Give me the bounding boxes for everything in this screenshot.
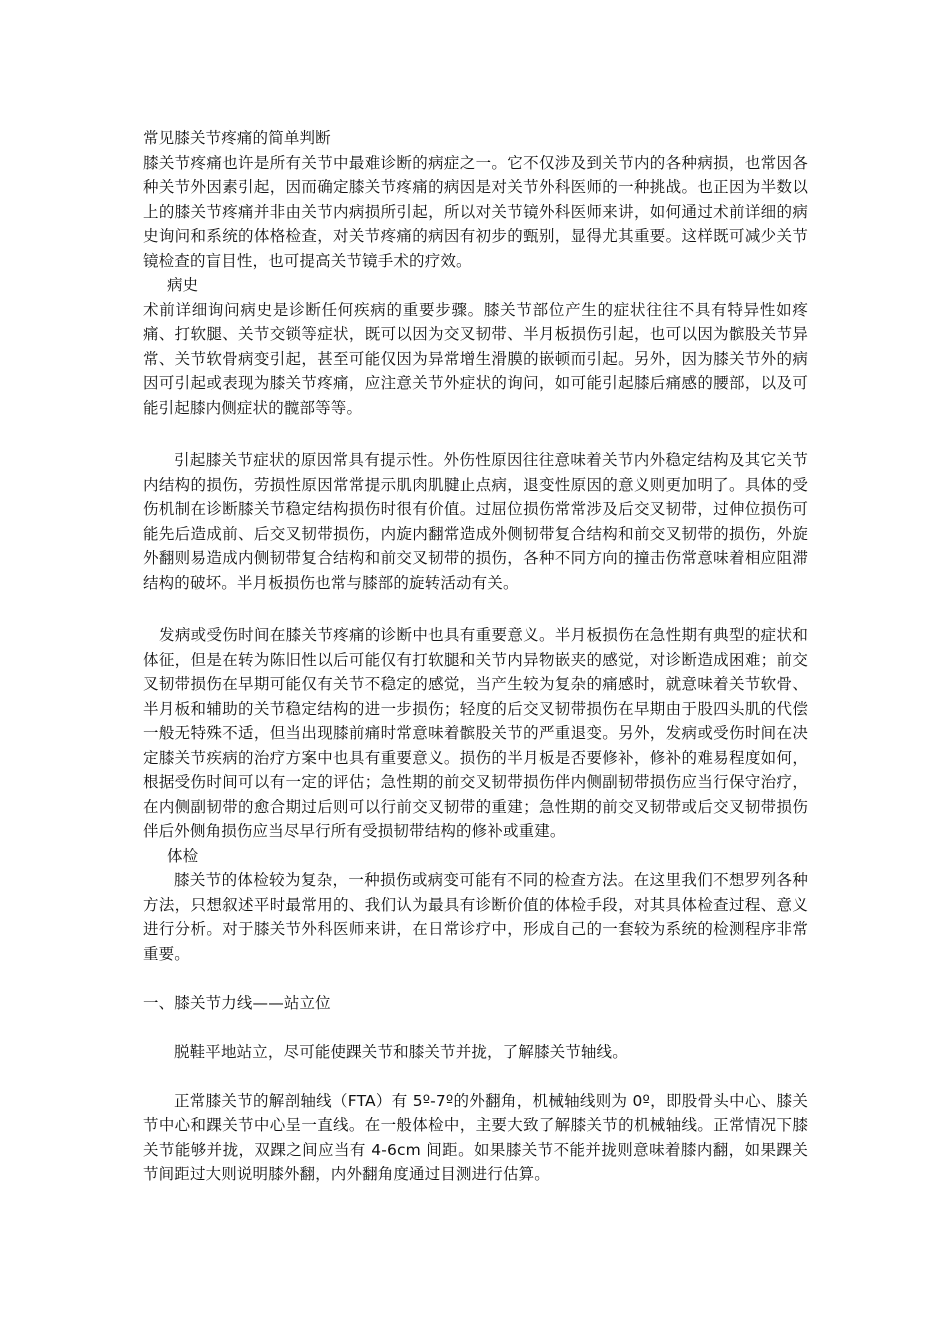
- document-title: 常见膝关节疼痛的简单判断: [143, 129, 331, 147]
- paragraph-spacer: [143, 595, 808, 623]
- history-paragraph-3: 发病或受伤时间在膝关节疼痛的诊断中也具有重要意义。半月板损伤在急性期有典型的症状和体征，但是在转为陈旧性以后可能仅有打软腿和关节内异物嵌夹的感觉，对诊断造成困难；前交叉韧带损伤在早期可能仅有关节不稳定的感觉，当产生较为复杂的痛感时，就意味着关节软骨、半月板和辅助的关节稳定结构的进一步损伤；轻度的后交叉韧带损伤在早期由于股四头肌的代偿一般无特殊不适，但当出现膝前痛时常意味着髌股关节的严重退变。另外，发病或受伤时间在决定膝关节疾病的治疗方案中也具有重要意义。损伤的半月板是否要修补，修补的难易程度如何，根据受伤时间可以有一定的评估；急性期的前交叉韧带损伤伴内侧副韧带损伤应当行保守治疗，在内侧副韧带的愈合期过后则可以行前交叉韧带的重建；急性期的前交叉韧带或后交叉韧带损伤伴后外侧角损伤应当尽早行所有受损韧带结构的修补或重建。: [143, 626, 808, 840]
- history-paragraph-2: 引起膝关节症状的原因常具有提示性。外伤性原因往往意味着关节内外稳定结构及其它关节内结构的损伤，劳损性原因常常提示肌肉肌腱止点病，退变性原因的意义则更加明了。具体的受伤机制在诊断膝关节稳定结构损伤时很有价值。过屈位损伤常常涉及后交叉韧带，过伸位损伤可能先后造成前、后交叉韧带损伤，内旋内翻常造成外侧韧带复合结构和前交叉韧带的损伤，外旋外翻则易造成内侧韧带复合结构和前交叉韧带的损伤，各种不同方向的撞击伤常意味着相应阻滞结构的破坏。半月板损伤也常与膝部的旋转活动有关。: [143, 451, 808, 592]
- paragraph-spacer: [143, 966, 808, 991]
- alignment-paragraph-2: 正常膝关节的解剖轴线（FTA）有 5º-7º的外翻角，机械轴线则为 0º，即股骨头中心、膝关节中心和踝关节中心呈一直线。在一般体检中，主要大致了解膝关节的机械轴线。正常情况下膝关节能够并拢，双踝之间应当有 4-6cm 间距。如果膝关节不能并拢则意味着膝内翻，如果踝关节间距过大则说明膝外翻，内外翻角度通过目测进行估算。: [143, 1091, 808, 1183]
- document-page: [143, 126, 808, 1187]
- exam-paragraph-1: 膝关节的体检较为复杂，一种损伤或病变可能有不同的检查方法。在这里我们不想罗列各种方法，只想叙述平时最常用的、我们认为最具有诊断价值的体检手段，对其具体检查过程、意义进行分析。对于膝关节外科医师来讲，在日常诊疗中，形成自己的一套较为系统的检测程序非常重要。: [143, 871, 808, 963]
- section-heading-exam: 体检: [167, 846, 199, 865]
- paragraph-spacer: [143, 420, 808, 448]
- paragraph-spacer: [143, 1064, 808, 1089]
- alignment-paragraph-1: 脱鞋平地站立，尽可能使踝关节和膝关节并拢，了解膝关节轴线。: [174, 1042, 628, 1061]
- intro-paragraph: 膝关节疼痛也许是所有关节中最难诊断的病症之一。它不仅涉及到关节内的各种病损，也常因各种关节外因素引起，因而确定膝关节疼痛的病因是对关节外科医师的一种挑战。也正因为半数以上的膝关节疼痛并非由关节内病损所引起，所以对关节镜外科医师来讲，如何通过术前详细的病史询问和系统的体格检查，对关节疼痛的病因有初步的甄别，显得尤其重要。这样既可减少关节镜检查的盲目性，也可提高关节镜手术的疗效。: [143, 153, 808, 270]
- history-paragraph-1: 术前详细询问病史是诊断任何疾病的重要步骤。膝关节部位产生的症状往往不具有特异性如疼痛、打软腿、关节交锁等症状，既可以因为交叉韧带、半月板损伤引起，也可以因为髌股关节异常、关节软骨病变引起，甚至可能仅因为异常增生滑膜的嵌顿而引起。另外，因为膝关节外的病因可引起或表现为膝关节疼痛，应注意关节外症状的询问，如可能引起膝后痛感的腰部，以及可能引起膝内侧症状的髋部等等。: [143, 300, 808, 417]
- paragraph-spacer: [143, 1015, 808, 1040]
- section-heading-alignment: 一、膝关节力线——站立位: [143, 993, 331, 1012]
- section-heading-history: 病史: [167, 276, 199, 294]
